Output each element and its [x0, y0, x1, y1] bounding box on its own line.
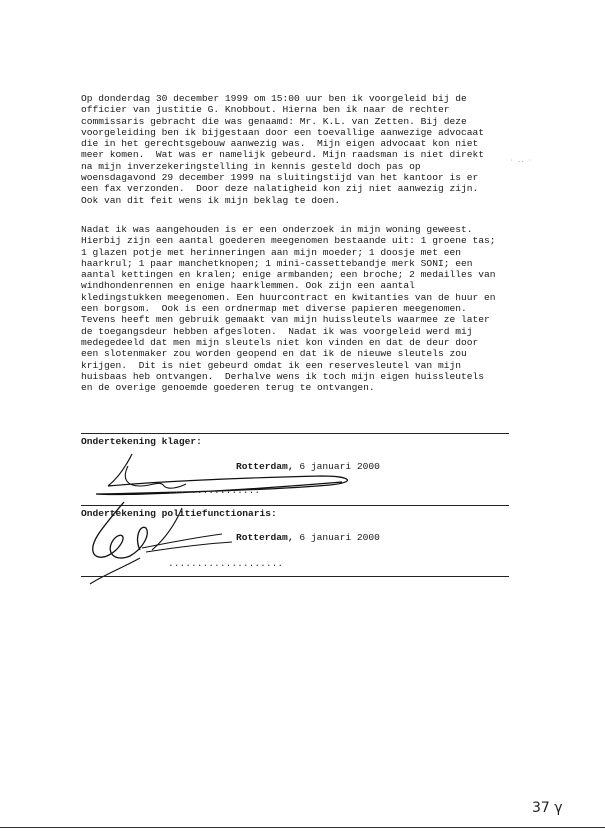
text-line: en de overige genoemde goederen terug te ontvangen. [81, 382, 375, 394]
text-line: die in het gerechtsgebouw aanwezig was. Mijn eigen advocaat kon niet [81, 138, 479, 150]
text-line: haarkrul; 1 paar manchetknopen; 1 mini-cassettebandje merk SONI; een [81, 257, 473, 269]
divider-top [81, 433, 509, 434]
officer-city: Rotterdam, [236, 532, 294, 543]
claimant-city: Rotterdam, [236, 461, 294, 472]
officer-date: 6 januari 2000 [299, 532, 380, 543]
text-line: officier van justitie G. Knobbout. Hierna ben ik naar de rechter [81, 104, 450, 116]
text-line: meer komen. Wat was er namelijk gebeurd. Mijn raadsman is niet direkt [81, 149, 485, 161]
text-line: een slotenmaker zou worden geopend en dat ik de nieuwe sleutels zou [81, 348, 467, 360]
text-line: woensdagavond 29 december 1999 na sluitingstijd van het kantoor is er [81, 172, 479, 184]
claimant-date: 6 januari 2000 [299, 461, 380, 472]
claimant-signature-dots: ................ [168, 485, 261, 496]
text-line: commissaris gebracht die was genaamd: Mr. K.L. van Zetten. Bij deze [81, 115, 467, 127]
page-bottom-line [0, 827, 605, 828]
text-line: huisbaas heb ontvangen. Derhalve wens ik toch mijn eigen huissleutels [81, 370, 485, 382]
text-line: 1 glazen potje met herinneringen aan mijn moeder; 1 doosje met een [81, 246, 461, 258]
text-line: Tevens heeft men gebruik gemaakt van mijn huissleutels waarmee ze later [81, 314, 490, 326]
paragraph-complaint-detention [81, 93, 521, 206]
claimant-signature-label: Ondertekening klager: [81, 436, 202, 447]
divider-bottom [81, 576, 509, 577]
text-line: Op donderdag 30 december 1999 om 15:00 uur ben ik voorgeleid bij de [81, 93, 467, 104]
text-line: Hierbij zijn een aantal goederen meegenomen bestaande uit: 1 groene tas; [81, 235, 496, 247]
text-line: de toegangsdeur hebben afgesloten. Nadat ik was voorgeleid werd mij [81, 325, 473, 337]
page-number: 37 γ [532, 800, 563, 816]
text-line: krijgen. Dit is niet gebeurd omdat ik een reservesleutel van mijn [81, 359, 461, 371]
officer-place-date [236, 532, 380, 543]
text-line: na mijn inverzekeringstelling in kennis gesteld doch pas op [81, 160, 421, 172]
text-line: Ook van dit feit wens ik mijn beklag te doen. [81, 194, 341, 206]
officer-signature-dots: .................... [168, 558, 284, 569]
officer-signature-label: Ondertekening politiefunctionaris: [81, 508, 277, 519]
text-line: een borgsom. Ook is een ordnermap met diverse papieren meegenomen. [81, 303, 467, 315]
text-line: een fax verzonden. Door deze nalatigheid kon zij niet aanwezig zijn. [81, 183, 479, 195]
text-line: voorgeleiding ben ik bijgestaan door een toevallige aanwezige advocaat [81, 126, 485, 138]
paragraph-complaint-goods [81, 224, 521, 393]
scan-artifact: · .. · [510, 157, 532, 164]
text-line: kledingstukken meegenomen. Een huurcontract en kwitanties van de huur en [81, 291, 496, 303]
text-line: medegedeeld dat men mijn sleutels niet kon vinden en dat de deur door [81, 336, 479, 348]
text-line: aantal kettingen en kralen; enige armbanden; een broche; 2 medailles van [81, 269, 496, 281]
text-line: windhondenrennen en enige haarklemmen. Ook zijn een aantal [81, 280, 415, 292]
text-line: Nadat ik was aangehouden is er een onderzoek in mijn woning geweest. [81, 224, 473, 235]
